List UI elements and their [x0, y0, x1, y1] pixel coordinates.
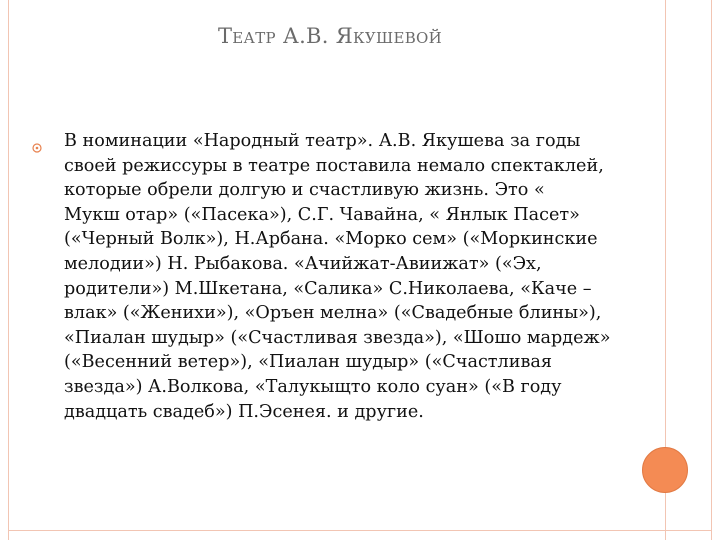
paragraph-line: В номинации «Народный театр». А.В. Якушева за годы [64, 131, 581, 151]
paragraph-line: «Пиалан шудыр» («Счастливая звезда»), «Шошо мардеж» [64, 327, 611, 348]
target-bullet-icon [32, 138, 42, 148]
paragraph-line: Мукш отар» («Пасека»), С.Г. Чавайна, « Янлык Пасет» [64, 204, 580, 225]
paragraph-line: родители») М.Шкетана, «Салика» С.Николаева, «Каче – [64, 278, 592, 299]
paragraph-line: влак» («Женихи»), «Оръен мелна» («Свадебные блины»), [64, 303, 602, 324]
paragraph-line: которые обрели долгую и счастливую жизнь. Это « [64, 180, 545, 201]
body-paragraph [64, 129, 624, 424]
frame-right-border [711, 0, 712, 540]
paragraph-line: («Весенний ветер»), «Пиалан шудыр» («Счастливая [64, 352, 552, 373]
frame-left-border [8, 0, 9, 540]
slide-title: Театр А.В. Якушевой [217, 24, 443, 48]
paragraph-line: («Черный Волк»), Н.Арбана. «Морко сем» («Моркинские [64, 229, 598, 250]
frame-bottom-border [8, 530, 712, 531]
orange-circle-decoration [642, 447, 688, 493]
paragraph-line: двадцать свадеб») П.Эсенея. и другие. [64, 401, 424, 422]
paragraph-line: мелодии») Н. Рыбакова. «Ачийжат-Авиижат» («Эх, [64, 253, 542, 274]
paragraph-line: своей режиссуры в театре поставила немало спектаклей, [64, 155, 604, 176]
paragraph-line: звезда») А.Волкова, «Талукыщто коло суан» («В году [64, 376, 562, 397]
